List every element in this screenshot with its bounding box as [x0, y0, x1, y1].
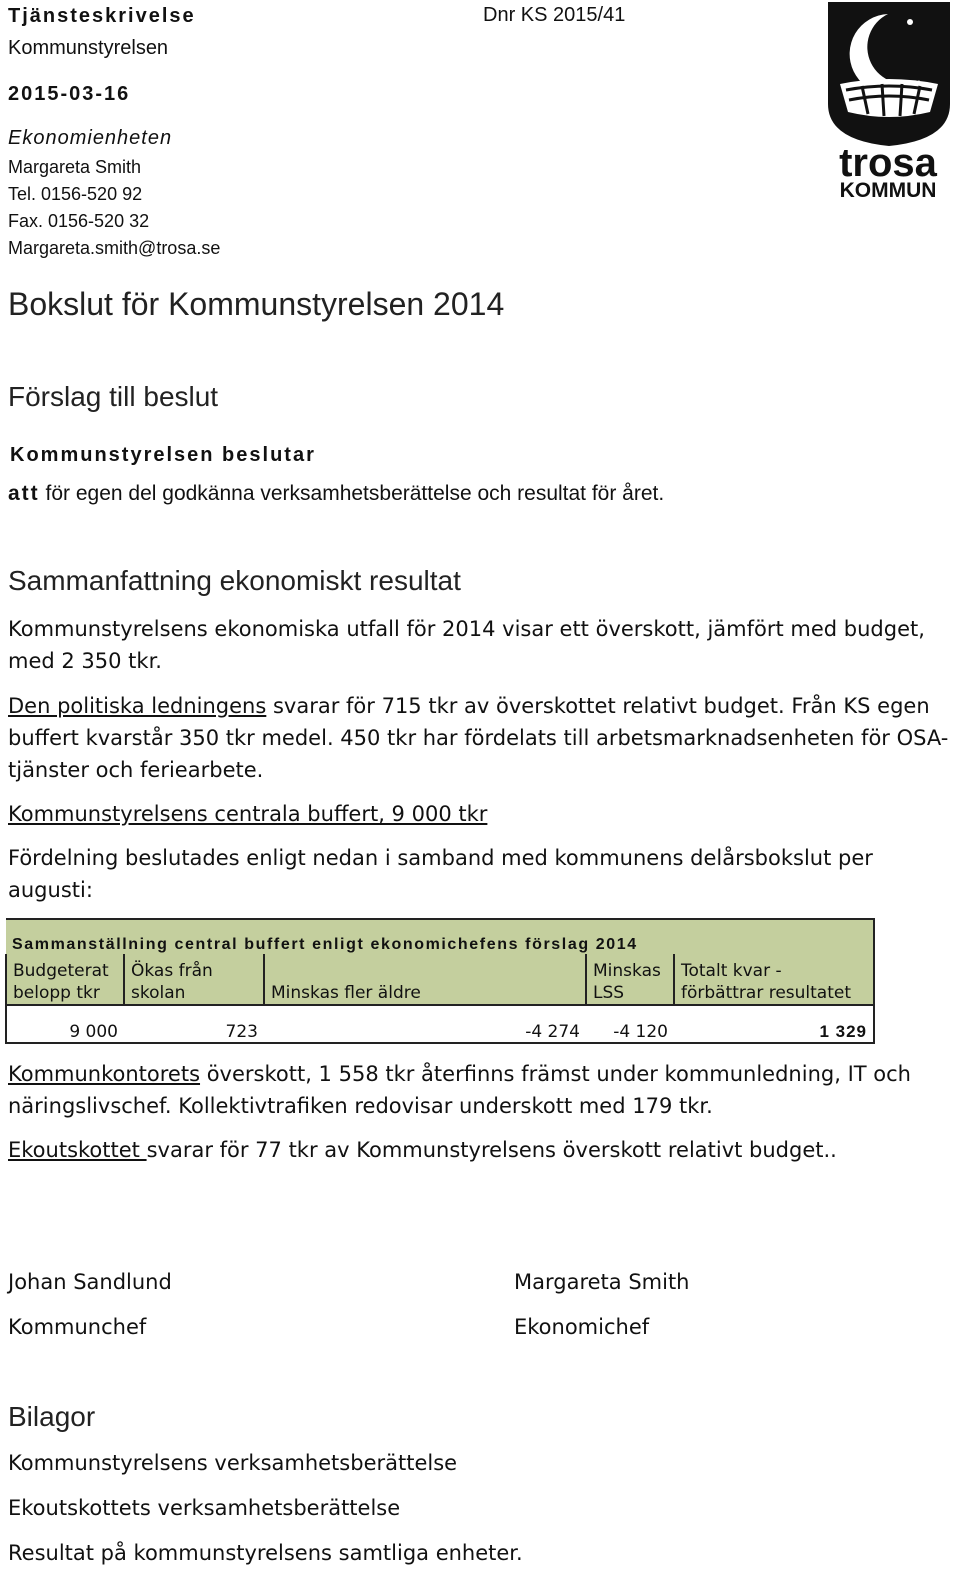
col-header-okas: Ökas från skolan — [124, 954, 264, 1005]
att-keyword: att — [8, 482, 40, 505]
col-header-minskas-aldre: Minskas fler äldre — [264, 954, 586, 1005]
summary-paragraph-5 — [8, 1058, 953, 1122]
signature-role-2: Ekonomichef — [514, 1315, 650, 1339]
summary-paragraph-6-text: svarar för 77 tkr av Kommunstyrelsens överskott relativt budget.. — [146, 1138, 837, 1162]
cell-okas: 723 — [124, 1005, 264, 1043]
logo-word-trosa: trosa — [839, 141, 937, 185]
table-row — [6, 1005, 874, 1043]
signature-name-1: Johan Sandlund — [8, 1270, 172, 1294]
proposal-text: för egen del godkänna verksamhetsberättelse och resultat för året. — [45, 482, 665, 505]
signature-role-1: Kommunchef — [8, 1315, 147, 1339]
ekoutskottet-label: Ekoutskottet — [8, 1138, 147, 1162]
department: Ekonomienheten — [8, 127, 173, 149]
summary-heading: Sammanfattning ekonomiskt resultat — [8, 565, 461, 596]
contact-fax: Fax. 0156-520 32 — [8, 211, 150, 231]
coat-of-arms-icon — [822, 0, 954, 200]
attachment-item-2: Ekoutskottets verksamhetsberättelse — [8, 1496, 401, 1520]
kommunkontoret-label: Kommunkontorets — [8, 1062, 201, 1086]
table-title: Sammanställning central buffert enligt ekonomichefens förslag 2014 — [6, 919, 874, 954]
contact-name: Margareta Smith — [8, 157, 142, 177]
contact-phone: Tel. 0156-520 92 — [8, 184, 143, 204]
logo-word-kommun: KOMMUN — [839, 179, 937, 200]
col-header-totalt: Totalt kvar - förbättrar resultatet — [674, 954, 874, 1005]
page-title: Bokslut för Kommunstyrelsen 2014 — [8, 286, 505, 322]
summary-paragraph-2-text: svarar för 715 tkr av överskottet relativt budget. Från KS egen buffert kvarstår 350 tkr medel. 450 tkr har fördelats till arbetsmarknadsenheten för OSA-tjänster och feriearbete. — [8, 694, 949, 782]
cell-totalt: 1 329 — [674, 1005, 874, 1043]
summary-paragraph-4: Fördelning beslutades enligt nedan i samband med kommunens delårsbokslut per augusti: — [8, 846, 873, 902]
central-buffer-table — [5, 918, 875, 1044]
col-header-minskas-lss: Minskas LSS — [586, 954, 674, 1005]
proposal-subheading: Kommunstyrelsen beslutar — [10, 444, 316, 466]
summary-paragraph-1: Kommunstyrelsens ekonomiska utfall för 2014 visar ett överskott, jämfört med budget, med 2 350 tkr. — [8, 617, 925, 673]
central-buffer-heading: Kommunstyrelsens centrala buffert, 9 000 tkr — [8, 802, 488, 826]
attachment-item-1: Kommunstyrelsens verksamhetsberättelse — [8, 1451, 458, 1475]
contact-email: Margareta.smith@trosa.se — [8, 238, 221, 258]
attachment-item-3: Resultat på kommunstyrelsens samtliga enheter. — [8, 1541, 523, 1565]
politiska-ledningen-label: Den politiska ledningens — [8, 694, 267, 718]
document-date: 2015-03-16 — [8, 83, 131, 105]
proposal-heading: Förslag till beslut — [8, 381, 219, 412]
proposal-line — [8, 482, 664, 506]
doc-type: Tjänsteskrivelse — [8, 5, 196, 27]
cell-minskas-aldre: -4 274 — [264, 1005, 586, 1043]
signature-name-2: Margareta Smith — [514, 1270, 690, 1294]
summary-paragraph-6 — [8, 1134, 953, 1166]
organization: Kommunstyrelsen — [8, 37, 169, 59]
cell-minskas-lss: -4 120 — [586, 1005, 674, 1043]
cell-budgeterat: 9 000 — [6, 1005, 124, 1043]
trosa-kommun-logo — [822, 0, 954, 200]
table-header-row — [6, 954, 874, 1005]
attachments-heading: Bilagor — [8, 1401, 96, 1432]
dnr-number: Dnr KS 2015/41 — [483, 4, 626, 26]
summary-paragraph-5-text: överskott, 1 558 tkr återfinns främst under kommunledning, IT och näringslivschef. Kollektivtrafiken redovisar underskott med 179 tkr. — [8, 1062, 911, 1118]
col-header-budgeterat: Budgeterat belopp tkr — [6, 954, 124, 1005]
summary-paragraph-2 — [8, 690, 953, 786]
